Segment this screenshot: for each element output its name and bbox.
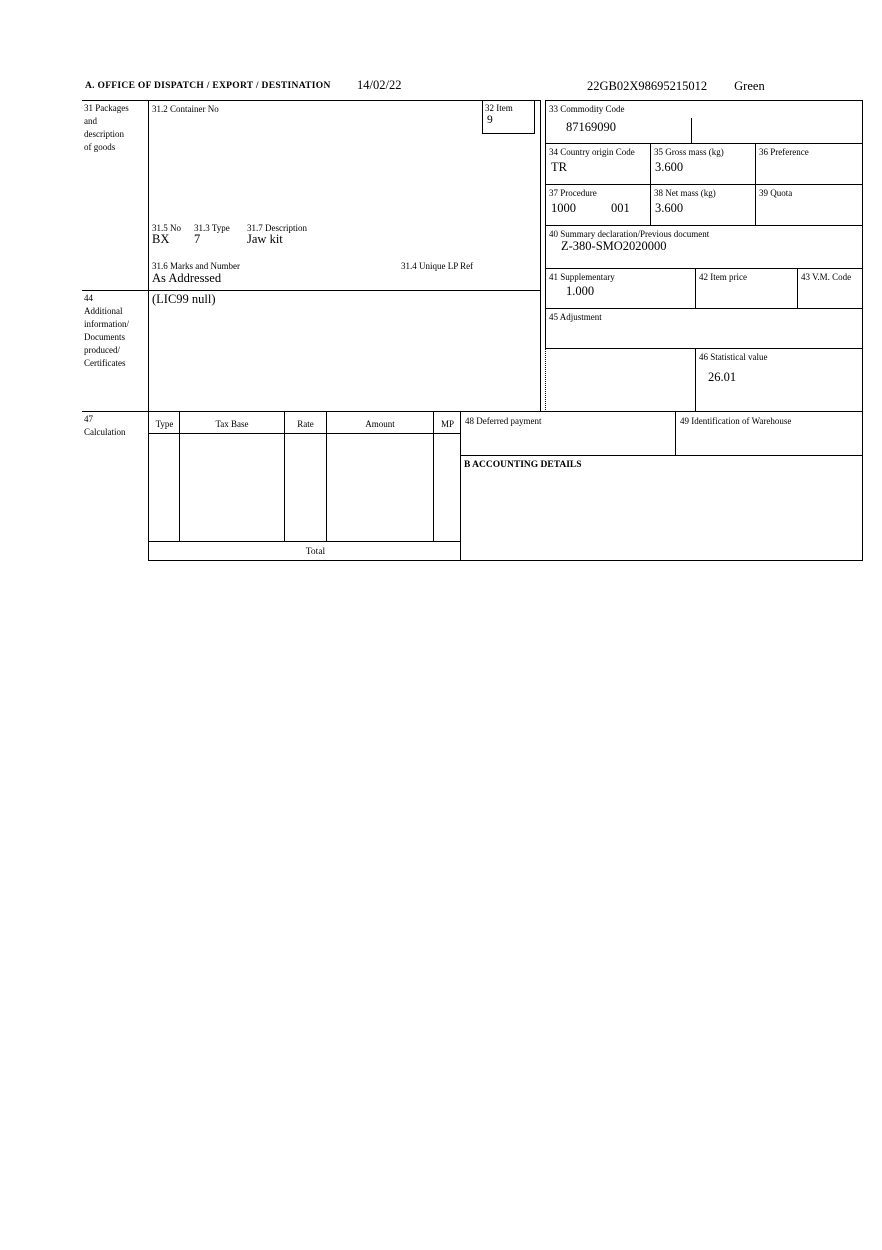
box-31-6-marks-label: 31.6 Marks and Number [152,261,240,271]
label-line: Additional [84,306,123,316]
box-36-label: 36 Preference [759,147,809,157]
box-36-preference [755,143,863,185]
box-31-7-description-value: Jaw kit [247,232,283,246]
box-35-value: 3.600 [655,160,684,174]
box-39-quota [755,184,863,226]
margin-bottom-rule [82,411,149,412]
box-43-label: 43 V.M. Code [801,272,852,282]
box-38-value: 3.600 [655,201,684,215]
col-header-tax-base: Tax Base [215,419,249,429]
box-46-statistical-value [695,348,863,412]
box-37-value-2: 001 [611,201,630,215]
col-header-type: Type [155,419,174,429]
box-31-3-type-value: 7 [194,232,201,246]
box-31-6-marks-value: As Addressed [152,271,222,285]
box-48-deferred-payment [460,411,676,456]
box-31-5-no-value: BX [152,232,170,246]
table-col-divider [433,412,434,542]
box-44-value: (LIC99 null) [152,292,216,306]
box-37-procedure [545,184,651,226]
box-42-label: 42 Item price [699,272,747,282]
box-40-value: Z-380-SMO2020000 [561,239,667,253]
margin-mid-rule [82,290,149,291]
table-col-divider [326,412,327,542]
table-body-rule [149,541,460,542]
box-49-label: 49 Identification of Warehouse [680,416,792,426]
box-47-calculation-table [148,411,461,561]
table-header-rule [149,433,460,434]
box-48-label: 48 Deferred payment [465,416,542,426]
box-35-gross-mass [650,143,756,185]
box-46-value: 26.01 [708,370,737,384]
box-31-2-container-label: 31.2 Container No [152,104,219,114]
label-line: and [84,116,97,126]
mrn-value: 22GB02X98695215012 [587,79,708,93]
table-total-label: Total [305,547,326,557]
label-line: Documents [84,332,125,342]
box-43-vm-code [797,268,863,309]
box-42-item-price [695,268,798,309]
margin-top-rule [82,100,149,101]
box-32-item-value: 9 [487,114,493,126]
box-32-item [482,100,535,134]
col-header-mp: MP [440,419,454,429]
box-38-net-mass [650,184,756,226]
label-line: description [84,129,124,139]
label-line: 47 [84,414,93,424]
box-47-margin-label [84,413,126,439]
label-line: 31 Packages [84,103,129,113]
col-header-rate: Rate [297,419,314,429]
col-header-amount: Amount [365,419,395,429]
box-34-label: 34 Country origin Code [549,147,635,157]
box-44-margin-label [84,292,129,370]
box-44-additional-info [148,290,541,412]
box-33-value: 87169090 [566,120,616,134]
label-line: produced/ [84,345,120,355]
box-34-value: TR [551,160,567,174]
box-31-5-no-label: 31.5 No [152,223,181,233]
box-45-adjustment [545,308,863,349]
box-41-label: 41 Supplementary [549,272,615,282]
box-40-summary-declaration [545,225,863,269]
box-31-4-lp-ref-label: 31.4 Unique LP Ref [401,261,474,271]
box-40-label: 40 Summary declaration/Previous document [549,229,710,239]
box-33-label: 33 Commodity Code [549,104,625,114]
routing-status: Green [734,79,765,93]
box-32-item-label: 32 Item [485,103,513,113]
box-33-commodity-code [545,100,863,144]
statistical-value-dotted-area [545,348,696,412]
label-line: Certificates [84,358,126,368]
table-col-divider [179,412,180,542]
box-31-3-type-label: 31.3 Type [194,223,230,233]
mrn-and-routing [587,79,765,94]
box-35-label: 35 Gross mass (kg) [654,147,724,157]
box-46-label: 46 Statistical value [699,352,768,362]
box-41-supplementary [545,268,696,309]
box-31-margin-label [84,102,129,154]
box-34-country-origin [545,143,651,185]
box-41-value: 1.000 [566,284,595,298]
box-49-warehouse-id [675,411,863,456]
box-37-label: 37 Procedure [549,188,597,198]
office-of-dispatch-label: A. OFFICE OF DISPATCH / EXPORT / DESTINATION [85,81,331,91]
label-line: information/ [84,319,129,329]
box-45-label: 45 Adjustment [549,312,602,322]
box-39-label: 39 Quota [759,188,793,198]
box-38-label: 38 Net mass (kg) [654,188,716,198]
box-31-7-description-label: 31.7 Description [247,223,307,233]
label-line: 44 [84,293,93,303]
box-37-value-1: 1000 [551,201,576,215]
accounting-details-label: B ACCOUNTING DETAILS [464,460,582,470]
declaration-date: 14/02/22 [357,78,402,92]
label-line: Calculation [84,427,126,437]
commodity-code-divider [691,118,692,143]
box-b-accounting-details [460,455,863,561]
table-col-divider [284,412,285,542]
label-line: of goods [84,142,116,152]
